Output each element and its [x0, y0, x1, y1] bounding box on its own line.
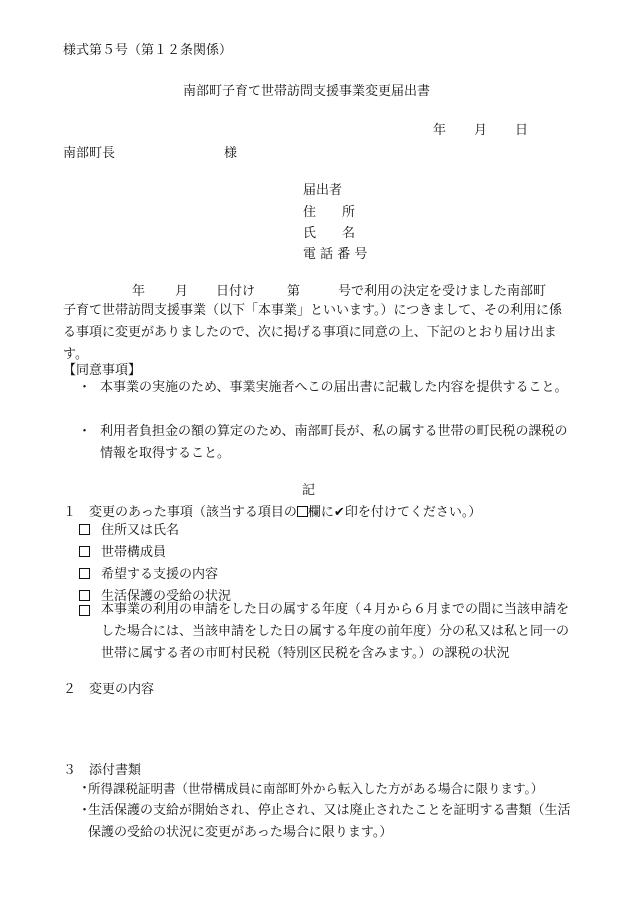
bullet-icon: ・	[78, 781, 92, 796]
intro-year-label: 年	[132, 284, 146, 299]
intro-month-label: 月	[175, 284, 189, 299]
intro-number-prefix: 第	[287, 284, 301, 299]
intro-text: 子育て世帯訪問支援事業（以下「本事業」といいます。）につきまして、その利用に係る事項に変更がありましたので、次に掲げる事項に同意の上、下記のとおり届け出ます。	[63, 303, 562, 362]
intro-day-ref: 日付け	[216, 284, 256, 299]
notifier-phone-label: 電 話 番 号	[303, 247, 368, 262]
bullet-icon: ・	[78, 424, 92, 439]
attachment-item: ・ 所得課税証明書（世帯構成員に南部町外から転入した方がある場合に限ります。）	[78, 778, 583, 800]
section-2-heading: ２ 変更の内容	[63, 682, 155, 697]
section-1-number: １	[63, 505, 77, 520]
bullet-icon: ・	[78, 803, 92, 818]
form-number: 様式第５号（第１２条関係）	[63, 43, 233, 58]
notifier-name-label: 氏 名	[303, 226, 356, 241]
addressee-name: 南部町長	[63, 146, 116, 161]
bullet-icon: ・	[78, 380, 92, 395]
checkmark-icon: ✔	[333, 505, 345, 520]
checkbox-icon[interactable]	[79, 524, 90, 535]
date-day-label: 日	[515, 123, 529, 138]
change-item[interactable]: 本事業の利用の申請をした日の属する年度（４月から６月までの間に当該申請をした場合には、当該申請をした日の属する年度の前年度）分の私又は私と同一の世帯に属する者の市町村民税（特別区民税を含みます。）の課税の状況	[79, 599, 569, 665]
consent-heading: 【同意事項】	[63, 363, 142, 378]
notifier-heading: 届出者	[303, 183, 343, 198]
date-year-label: 年	[433, 123, 447, 138]
checkbox-icon[interactable]	[79, 568, 90, 579]
change-item[interactable]: 希望する支援の内容	[79, 564, 579, 586]
addressee-honorific: 様	[224, 146, 238, 161]
intro-number-suffix: 号で利用の決定を受けました南部町	[338, 284, 547, 299]
checkbox-icon[interactable]	[79, 546, 90, 557]
section-2-number: ２	[63, 682, 77, 697]
change-item[interactable]: 生活保護の受給の状況	[79, 586, 579, 608]
consent-item: ・ 利用者負担金の額の算定のため、南部町長が、私の属する世帯の町民税の課税の情報を取得すること。	[78, 421, 578, 465]
change-item[interactable]: 世帯構成員	[79, 542, 579, 564]
checkbox-icon	[297, 506, 308, 517]
checkbox-icon[interactable]	[79, 605, 90, 616]
section-3-heading: ３ 添付書類	[63, 763, 142, 778]
consent-item: ・ 本事業の実施のため、事業実施者へこの届出書に記載した内容を提供すること。	[78, 377, 578, 399]
date-month-label: 月	[474, 123, 488, 138]
notifier-address-label: 住 所	[303, 205, 356, 220]
ki-heading: 記	[302, 483, 316, 498]
page-title: 南部町子育て世帯訪問支援事業変更届出書	[183, 84, 431, 99]
change-item[interactable]: 住所又は氏名	[79, 520, 579, 542]
section-1-heading: １ 変更のあった事項（該当する項目の 欄に✔印を付けてください。）	[63, 505, 482, 520]
attachment-item: ・ 生活保護の支給が開始され、停止され、又は廃止されたことを証明する書類（生活保護の受給の状況に変更があった場合に限ります。）	[78, 800, 573, 844]
section-3-number: ３	[63, 763, 77, 778]
